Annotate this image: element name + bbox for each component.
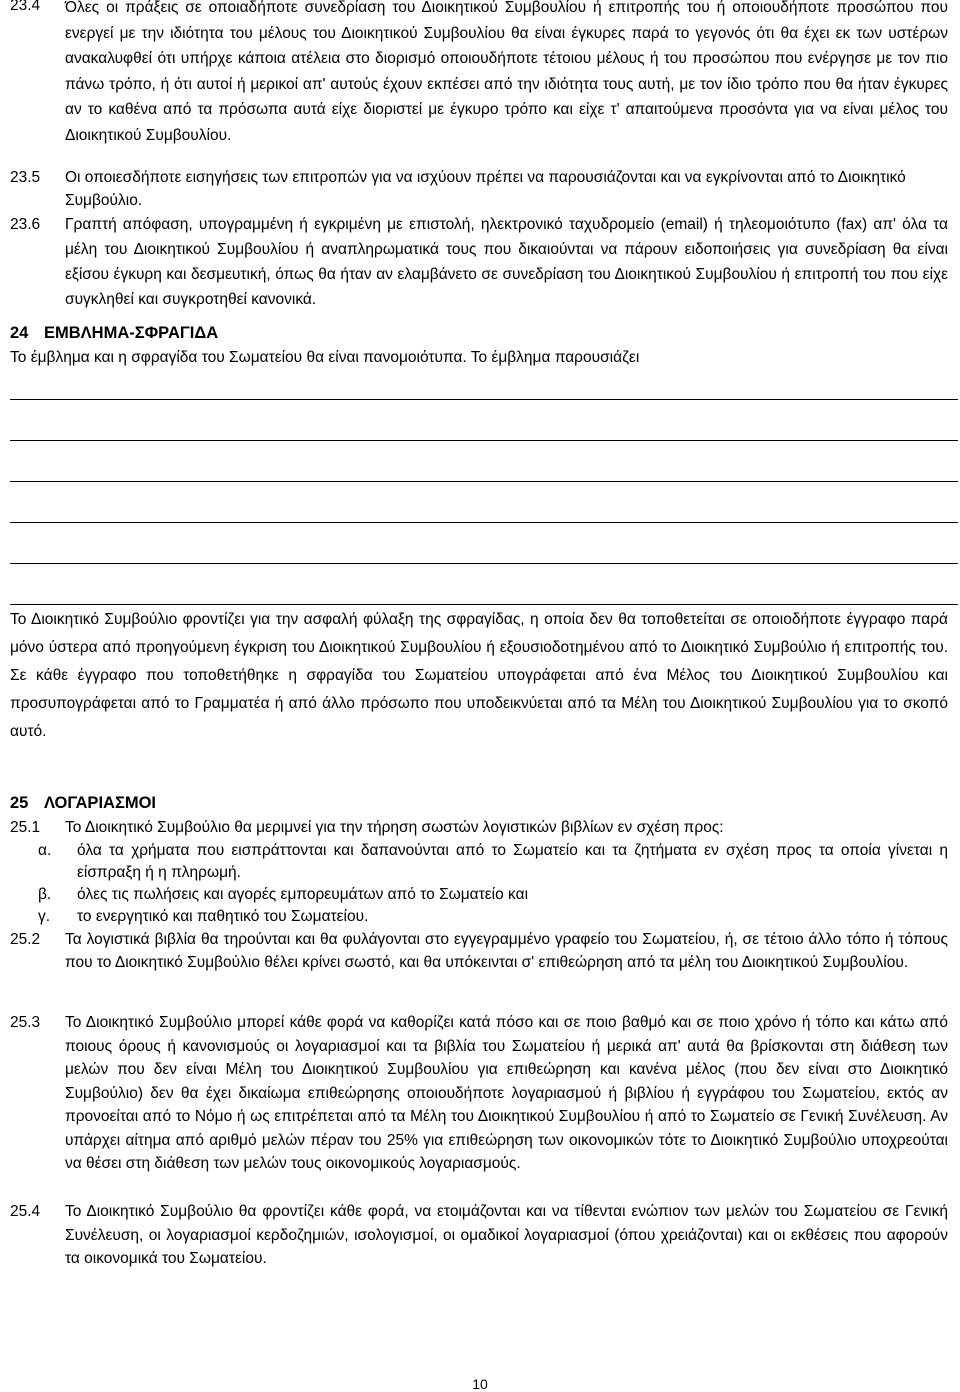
list-marker: β. (38, 886, 52, 903)
clause-number: 23.5 (10, 169, 41, 186)
list-item (10, 884, 948, 906)
section-title: ΛΟΓΑΡΙΑΣΜΟΙ (44, 794, 157, 812)
list-marker: γ. (38, 908, 51, 925)
fill-in-line (10, 399, 958, 400)
clause-text: Το Διοικητικό Συμβούλιο μπορεί κάθε φορά να καθορίζει κατά πόσο και σε ποιο βαθμό και σε ποιο χρόνο ή τόπο και κάτω από ποιους όρους ή κανονισμούς οι λογαριασμοί και τα βιβλία του Σωματείου ή μερικά απ' αυτά θα βρίσκονται στη διάθεση των μελών που δεν είναι Μέλη του Διοικητικού Συμβουλίου για επιθεώρηση και κανένα μέλος (που δεν είναι στο Διοικητικό Συμβούλιο) δεν θα έχει δικαίωμα επιθεώρησης οποιουδήποτε λογαριασμού ή βιβλίου ή εγγράφου του Σωματείου, εκτός αν προνοείται από το Νόμο ή ως επιτρέπεται από τα Μέλη του Διοικητικού Συμβουλίου ή από το Σωματείο σε Γενική Συνέλευση. Αν υπάρχει αίτημα από αριθμό μελών πέραν του 25% για επιθεώρηση των οικονομικών τότε το Διοικητικό Συμβούλιο υποχρεούται να θέσει στη διάθεση των μελών τους οικονομικούς λογαριασμούς. (65, 1014, 948, 1172)
fill-in-line (10, 563, 958, 564)
clause-text: Το Διοικητικό Συμβούλιο θα μεριμνεί για την τήρηση σωστών λογιστικών βιβλίων εν σχέση προς: (65, 819, 724, 836)
fill-in-line (10, 440, 958, 441)
section-title: ΕΜΒΛΗΜΑ-ΣΦΡΑΓΙΔΑ (44, 324, 219, 342)
clause-25-2 (10, 928, 948, 974)
emblem-intro: Το έμβλημα και η σφραγίδα του Σωματείου θα είναι πανομοιότυπα. Το έμβλημα παρουσιάζει (10, 349, 640, 366)
clause-text: Όλες οι πράξεις σε οποιαδήποτε συνεδρίαση του Διοικητικού Συμβουλίου ή επιτροπής του ή οποιουδήποτε προσώπου που ενεργεί με την ιδιότητα του μέλους του Διοικητικού Συμβουλίου θα είναι έγκυρες παρά το γεγονός ότι θα έχει εκ των υστέρων ανακαλυφθεί ότι υπήρχε κάποια ατέλεια στο διορισμό οποιουδήποτε τέτοιου μέλους ή του προσώπου που ενέργησε με τον πιο πάνω τρόπο, ή ότι αυτοί ή μερικοί απ' αυτούς έχουν εκπέσει από την ιδιότητα τους αυτή, με τον ίδιο τρόπο που θα ήταν έγκυρες αν το καθένα από τα πρόσωπα αυτά είχε διοριστεί με έγκυρο τρόπο και είχε τ' απαιτούμενα προσόντα για να είναι μέλος του Διοικητικού Συμβουλίου. (65, 0, 948, 144)
clause-25-1 (10, 816, 948, 839)
fill-in-line (10, 604, 958, 605)
clause-number: 23.6 (10, 216, 41, 233)
section-number: 25 (10, 794, 29, 812)
clause-23-6 (10, 212, 948, 312)
clause-text: Το Διοικητικό Συμβούλιο θα φροντίζει κάθε φορά, να ετοιμάζονται και να τίθενται ενώπιον των μελών του Σωματείου σε Γενική Συνέλευση, οι λογαριασμοί κερδοζημιών, ισολογισμοί, οι ομαδικοί λογαριασμοί (όπου χρειάζονται) και οι εκθέσεις που αφορούν τα οικονομικά του Σωματείου. (65, 1203, 948, 1267)
clause-number: 23.4 (10, 0, 41, 14)
section-25-heading (10, 792, 156, 814)
section-24-heading (10, 322, 218, 344)
list-item (10, 840, 948, 884)
clause-23-4 (10, 0, 948, 148)
clause-25-4 (10, 1200, 948, 1271)
clause-number: 25.2 (10, 931, 41, 948)
list-item-text: όλα τα χρήματα που εισπράττονται και δαπανούνται από το Σωματείο και τα ζητήματα εν σχέση προς τα οποία γίνεται η είσπραξη ή η πληρωμή. (77, 842, 948, 881)
fill-in-line (10, 481, 958, 482)
fill-in-line (10, 522, 958, 523)
section-number: 24 (10, 324, 29, 342)
clause-text: Οι οποιεσδήποτε εισηγήσεις των επιτροπών για να ισχύουν πρέπει να παρουσιάζονται και να εγκρίνονται από το Διοικητικό Συμβούλιο. (65, 169, 906, 209)
clause-25-3 (10, 1011, 948, 1176)
clause-text: Γραπτή απόφαση, υπογραμμένη ή εγκριμένη με επιστολή, ηλεκτρονικό ταχυδρομείο (email) ή τηλεομοιότυπο (fax) απ' όλα τα μέλη του Διοικητικού Συμβουλίου ή αναπληρωματικά τους που δικαιούνται να πάρουν ειδοποιήσεις για συνεδρίαση θα είναι εξίσου έγκυρη και δεσμευτική, όπως θα ήταν αν ελαμβάνετο σε συνεδρίαση του Διοικητικού Συμβουλίου ή επιτροπή του που είχε συγκληθεί και συγκροτηθεί κανονικά. (65, 216, 948, 308)
seal-paragraph: Το Διοικητικό Συμβούλιο φροντίζει για την ασφαλή φύλαξη της σφραγίδας, η οποία δεν θα τοποθετείται σε οποιοδήποτε έγγραφο παρά μόνο ύστερα από προηγούμενη έγκριση του Διοικητικού Συμβουλίου ή εξουσιοδοτημένου από το Διοικητικό Συμβούλιο ή επιτροπής του. Σε κάθε έγγραφο που τοποθετήθηκε η σφραγίδα του Σωματείου υπογράφεται από ένα Μέλος του Διοικητικού Συμβουλίου και προσυπογράφεται από το Γραμματέα ή από άλλο πρόσωπο που υποδεικνύεται από τα Μέλη του Διοικητικού Συμβουλίου για το σκοπό αυτό. (10, 611, 948, 740)
page-number: 10 (472, 1376, 488, 1392)
list-item-text: όλες τις πωλήσεις και αγορές εμπορευμάτων από το Σωματείο και (77, 886, 529, 903)
list-item-text: το ενεργητικό και παθητικό του Σωματείου. (77, 908, 369, 925)
clause-number: 25.1 (10, 819, 41, 836)
clause-number: 25.4 (10, 1203, 41, 1220)
list-marker: α. (38, 842, 52, 859)
clause-text: Τα λογιστικά βιβλία θα τηρούνται και θα φυλάγονται στο εγγεγραμμένο γραφείο του Σωματείου, ή, σε τέτοιο άλλο τόπο ή τόπους που το Διοικητικό Συμβούλιο θέλει κρίνει σωστό, και θα υπόκεινται σ' επιθεώρηση από τα μέλη του Διοικητικού Συμβουλίου. (65, 931, 948, 971)
accounts-list (10, 840, 948, 928)
clause-number: 25.3 (10, 1014, 41, 1031)
list-item (10, 906, 948, 928)
clause-23-5 (10, 166, 948, 212)
